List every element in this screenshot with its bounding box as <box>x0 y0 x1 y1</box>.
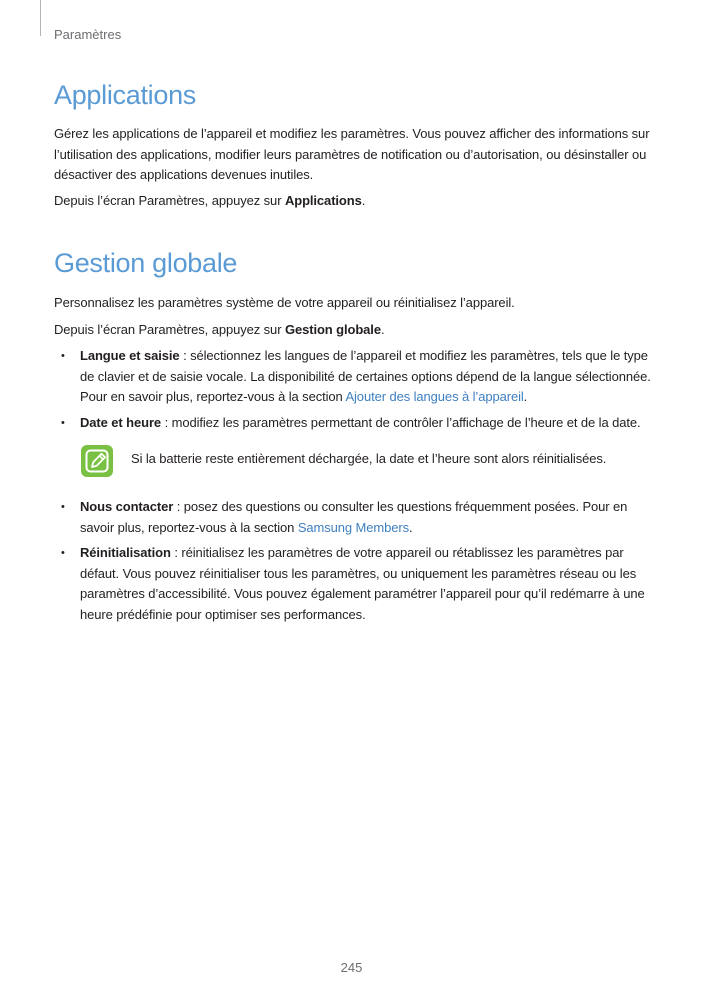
applications-nav-target: Applications <box>284 192 362 208</box>
note-pencil-icon <box>80 444 114 478</box>
applications-nav-instruction: Depuis l’écran Paramètres, appuyez sur Applications. <box>54 192 366 208</box>
applications-description: Gérez les applications de l’appareil et modifiez les paramètres. Vous pouvez afficher des informations sur l’utilisation des applications, modifier leurs paramètres de notification ou d’autorisation, ou désinstaller ou désactiver des applications devenues inutiles. <box>54 126 650 182</box>
note-text: Si la batterie reste entièrement déchargée, la date et l’heure sont alors réinitialisées. <box>131 451 607 466</box>
settings-list-continued <box>54 497 654 625</box>
list-item-date-et-heure: • Date et heure : modifiez les paramètres permettant de contrôler l’affichage de l’heure et de la date. <box>54 413 654 434</box>
page-number: 245 <box>340 960 363 975</box>
gestion-description: Personnalisez les paramètres système de votre appareil ou réinitialisez l’appareil. <box>54 295 515 310</box>
bullet-icon: • <box>61 350 65 362</box>
list-item-nous-contacter: • Nous contacter : posez des questions ou consulter les questions fréquemment posées. Pour en savoir plus, reportez-vous à la section Samsung Members. <box>61 499 628 535</box>
gestion-nav-target: Gestion globale <box>284 321 381 337</box>
link-samsung-members[interactable]: Samsung Members <box>297 519 410 535</box>
header-rule <box>40 0 41 36</box>
bullet-icon: • <box>61 501 65 513</box>
gestion-nav-instruction: Depuis l’écran Paramètres, appuyez sur Gestion globale. <box>54 321 385 337</box>
link-ajouter-des-langues[interactable]: Ajouter des langues à l’appareil <box>345 389 524 404</box>
list-item-reinitialisation: • Réinitialisation : réinitialisez les paramètres de votre appareil ou rétablissez les paramètres par défaut. Vous pouvez réinitialiser tous les paramètres, ou uniquement les paramètres réseau ou les paramètres d’accessibilité. Vous pouvez également paramétrer l’appareil pour qu’il redémarre à une heure prédéfinie pour optimiser ses performances. <box>61 545 645 622</box>
bullet-icon: • <box>61 547 65 559</box>
bullet-icon: • <box>61 416 65 429</box>
header-title: Paramètres <box>54 27 122 42</box>
note-callout <box>54 441 654 485</box>
page-content <box>54 80 654 625</box>
settings-list <box>54 346 654 433</box>
section-title-gestion-globale: Gestion globale <box>54 248 238 278</box>
list-item-langue-et-saisie: • Langue et saisie : sélectionnez les langues de l’appareil et modifiez les paramètres, tels que le type de clavier et de saisie vocale. La disponibilité de certaines options dépend de la langue sélectionnée. Pour en savoir plus, reportez-vous à la section Ajouter des langues à l’appareil. <box>61 348 651 404</box>
section-title-applications: Applications <box>54 80 196 110</box>
